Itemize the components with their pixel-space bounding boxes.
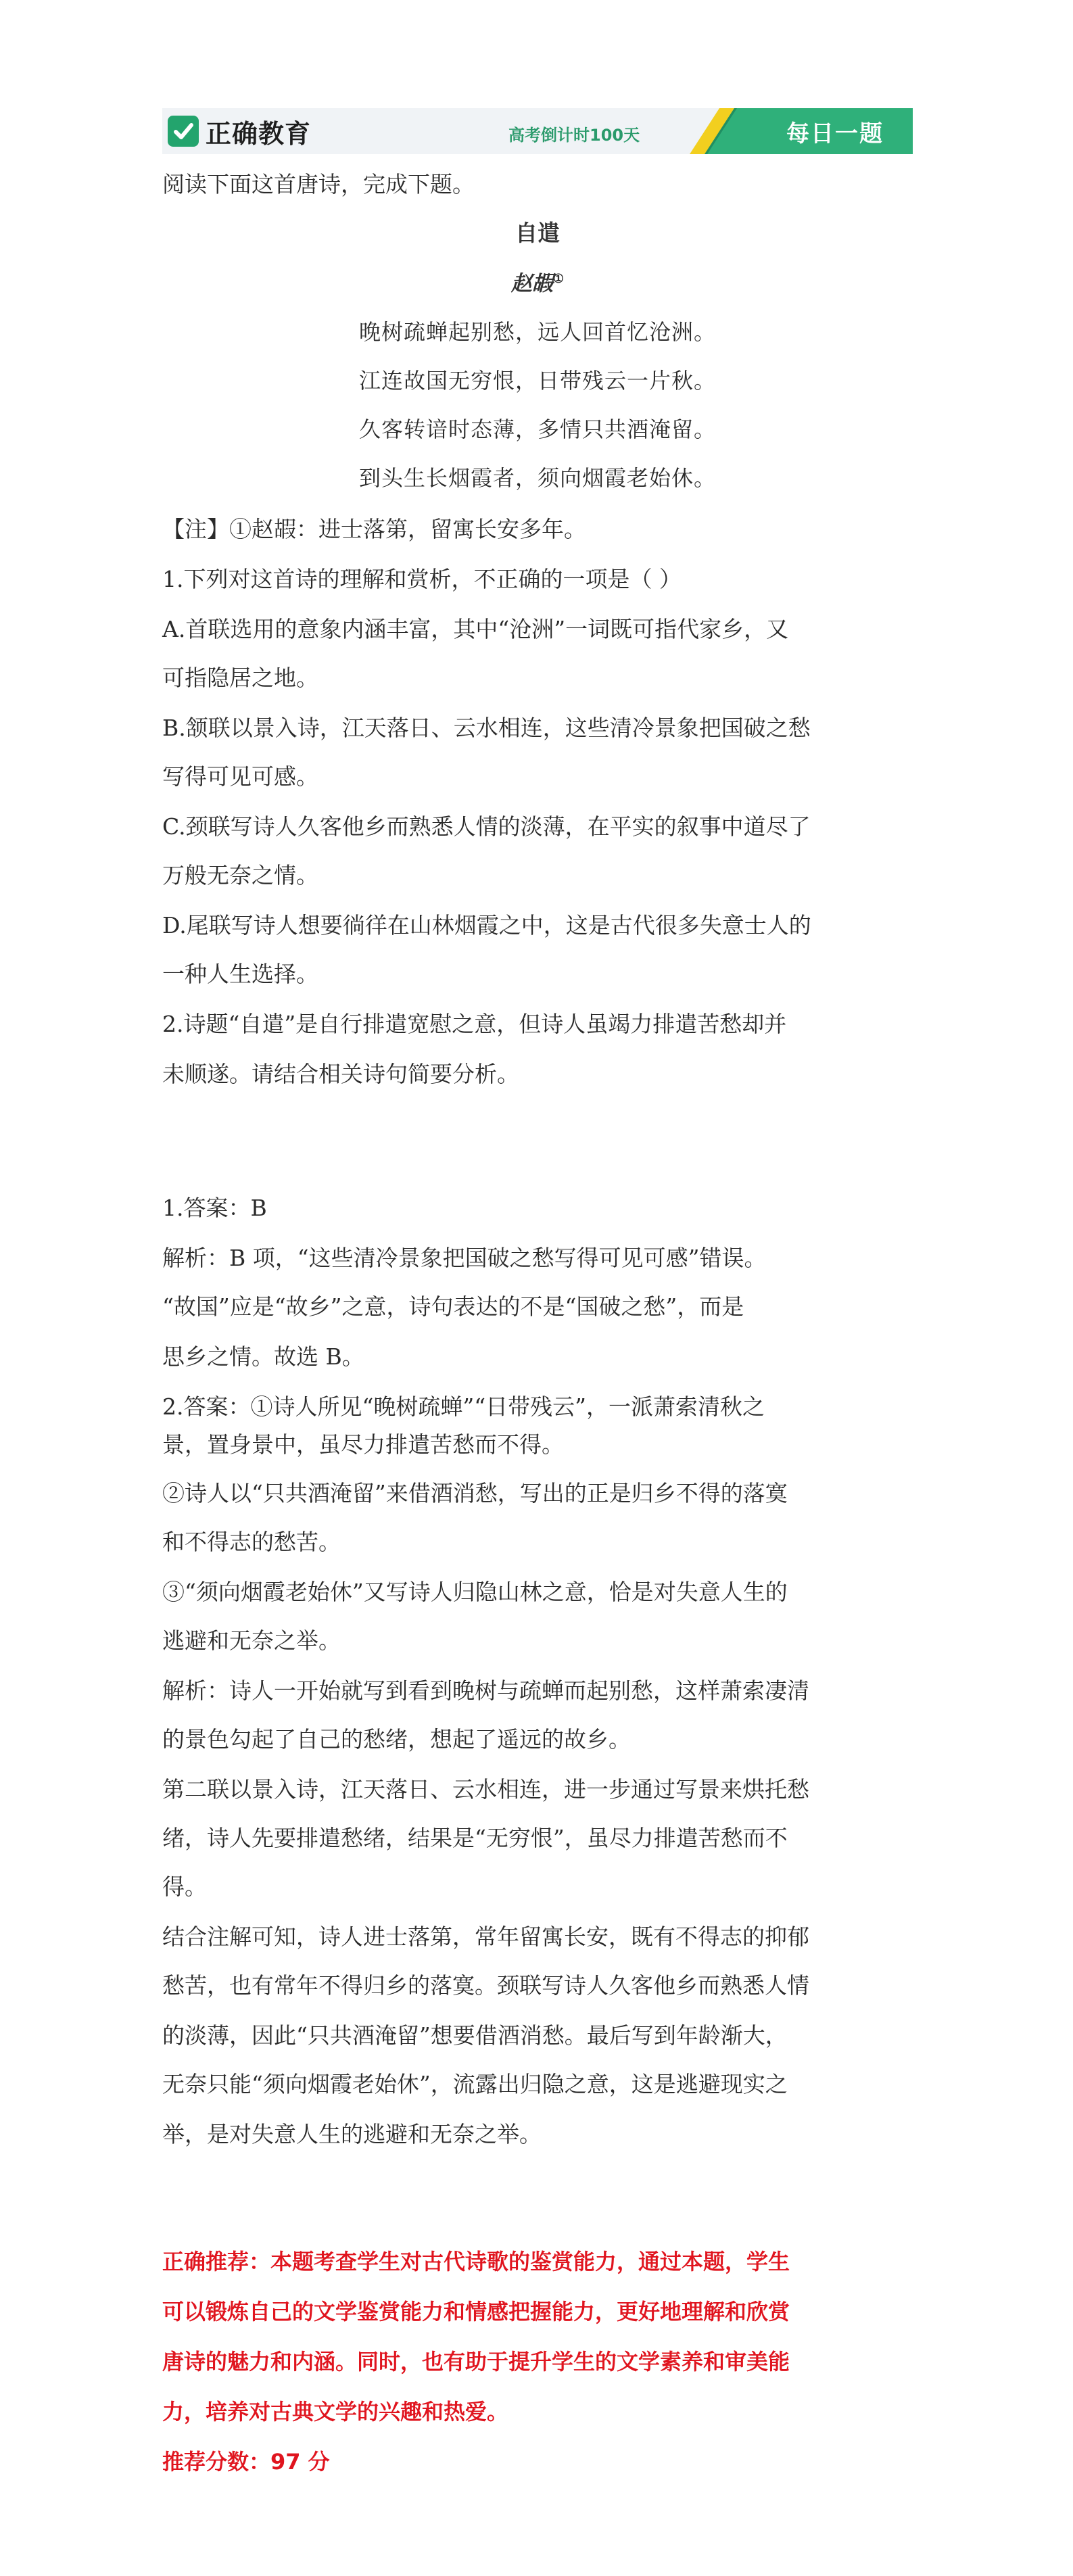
answer2-line: 2.答案：①诗人所见“晚树疏蝉”“日带残云”，一派萧索清秋之 <box>162 1393 765 1420</box>
header-banner <box>162 108 913 154</box>
recommendation-line: 力，培养对古典文学的兴趣和热爱。 <box>162 2399 509 2425</box>
recommendation-line: 可以锻炼自己的文学鉴赏能力和情感把握能力，更好地理解和欣赏 <box>162 2299 790 2324</box>
poem-author <box>162 264 913 299</box>
poem-title: 自遣 <box>515 220 560 246</box>
question1-stem: 1.下列对这首诗的理解和赏析，不正确的一项是（ ） <box>162 566 682 592</box>
analysis-line: 愁苦，也有常年不得归乡的落寞。颈联写诗人久客他乡而熟悉人情 <box>162 1972 809 1999</box>
check-icon <box>168 116 199 147</box>
answer1-line: 思乡之情。故选 B。 <box>162 1343 364 1370</box>
answer2-line: ③“须向烟霞老始休”又写诗人归隐山林之意，恰是对失意人生的 <box>162 1579 788 1605</box>
analysis-line: 绪，诗人先要排遣愁绪，结果是“无穷恨”，虽尽力排遣苦愁而不 <box>162 1825 788 1851</box>
option-c: C.颈联写诗人久客他乡而熟悉人情的淡薄，在平实的叙事中道尽了 <box>162 813 811 840</box>
answer2-line: 和不得志的愁苦。 <box>162 1529 341 1555</box>
analysis-line: 无奈只能“须向烟霞老始休”，流露出归隐之意，这是逃避现实之 <box>162 2071 788 2097</box>
option-a: A.首联选用的意象内涵丰富，其中“沧洲”一词既可指代家乡，又 <box>162 616 789 642</box>
answer1-line: 1.答案：B <box>162 1195 267 1221</box>
countdown-text: 高考倒计时100天 <box>508 126 640 145</box>
analysis-line: 举，是对失意人生的逃避和无奈之举。 <box>162 2121 542 2147</box>
poem-line: 晚树疏蝉起别愁，远人回首忆沧洲。 <box>358 319 716 345</box>
poem-line: 久客转谙时态薄，多情只共酒淹留。 <box>358 416 716 442</box>
recommendation-line: 唐诗的魅力和内涵。同时，也有助于提升学生的文学素养和审美能 <box>162 2349 790 2375</box>
option-d-cont: 一种人生选择。 <box>162 961 318 987</box>
answer2-line: ②诗人以“只共酒淹留”来借酒消愁，写出的正是归乡不得的落寞 <box>162 1480 788 1506</box>
analysis-line: 的景色勾起了自己的愁绪，想起了遥远的故乡。 <box>162 1726 631 1752</box>
analysis-line: 得。 <box>162 1874 207 1900</box>
recommended-score: 推荐分数：97 分 <box>162 2449 330 2475</box>
option-a-cont: 可指隐居之地。 <box>162 665 318 691</box>
question2-stem-cont: 未顺遂。请结合相关诗句简要分析。 <box>162 1061 519 1087</box>
poem-line: 江连故国无穷恨，日带残云一片秋。 <box>358 368 716 393</box>
option-b-cont: 写得可见可感。 <box>162 763 318 790</box>
answer2-line: 景，置身景中，虽尽力排遣苦愁而不得。 <box>162 1431 564 1458</box>
analysis-line: 结合注解可知，诗人进士落第，常年留寓长安，既有不得志的抑郁 <box>162 1924 809 1950</box>
analysis-line: 的淡薄，因此“只共酒淹留”想要借酒消愁。最后写到年龄渐大， <box>162 2022 788 2049</box>
answer2-line: 逃避和无奈之举。 <box>162 1627 341 1654</box>
poem-author-name: 赵嘏 <box>510 271 553 296</box>
answer1-line: 解析：B 项，“这些清冷景象把国破之愁写得可见可感”错误。 <box>162 1245 767 1271</box>
poem-line: 到头生长烟霞者，须向烟霞老始休。 <box>358 465 716 491</box>
author-note-mark: ① <box>552 272 565 286</box>
analysis-line: 第二联以景入诗，江天落日、云水相连，进一步通过写景来烘托愁 <box>162 1776 809 1803</box>
question2-stem: 2.诗题“自遣”是自行排遣宽慰之意，但诗人虽竭力排遣苦愁却并 <box>162 1011 787 1037</box>
option-c-cont: 万般无奈之情。 <box>162 862 318 888</box>
brand-name: 正确教育 <box>206 118 312 149</box>
poem-note: 【注】①赵嘏：进士落第，留寓长安多年。 <box>162 516 586 542</box>
answer1-line: “故国”应是“故乡”之意，诗句表达的不是“国破之愁”，而是 <box>162 1293 744 1320</box>
brand-logo <box>168 114 311 149</box>
option-b: B.颔联以景入诗，江天落日、云水相连，这些清冷景象把国破之愁 <box>162 715 811 741</box>
daily-question-label: 每日一题 <box>786 120 884 147</box>
recommendation-line: 正确推荐：本题考查学生对古代诗歌的鉴赏能力，通过本题，学生 <box>162 2249 790 2274</box>
intro-text: 阅读下面这首唐诗，完成下题。 <box>162 171 475 197</box>
analysis-line: 解析：诗人一开始就写到看到晚树与疏蝉而起别愁，这样萧索凄清 <box>162 1677 809 1704</box>
option-d: D.尾联写诗人想要徜徉在山林烟霞之中，这是古代很多失意士人的 <box>162 912 811 938</box>
